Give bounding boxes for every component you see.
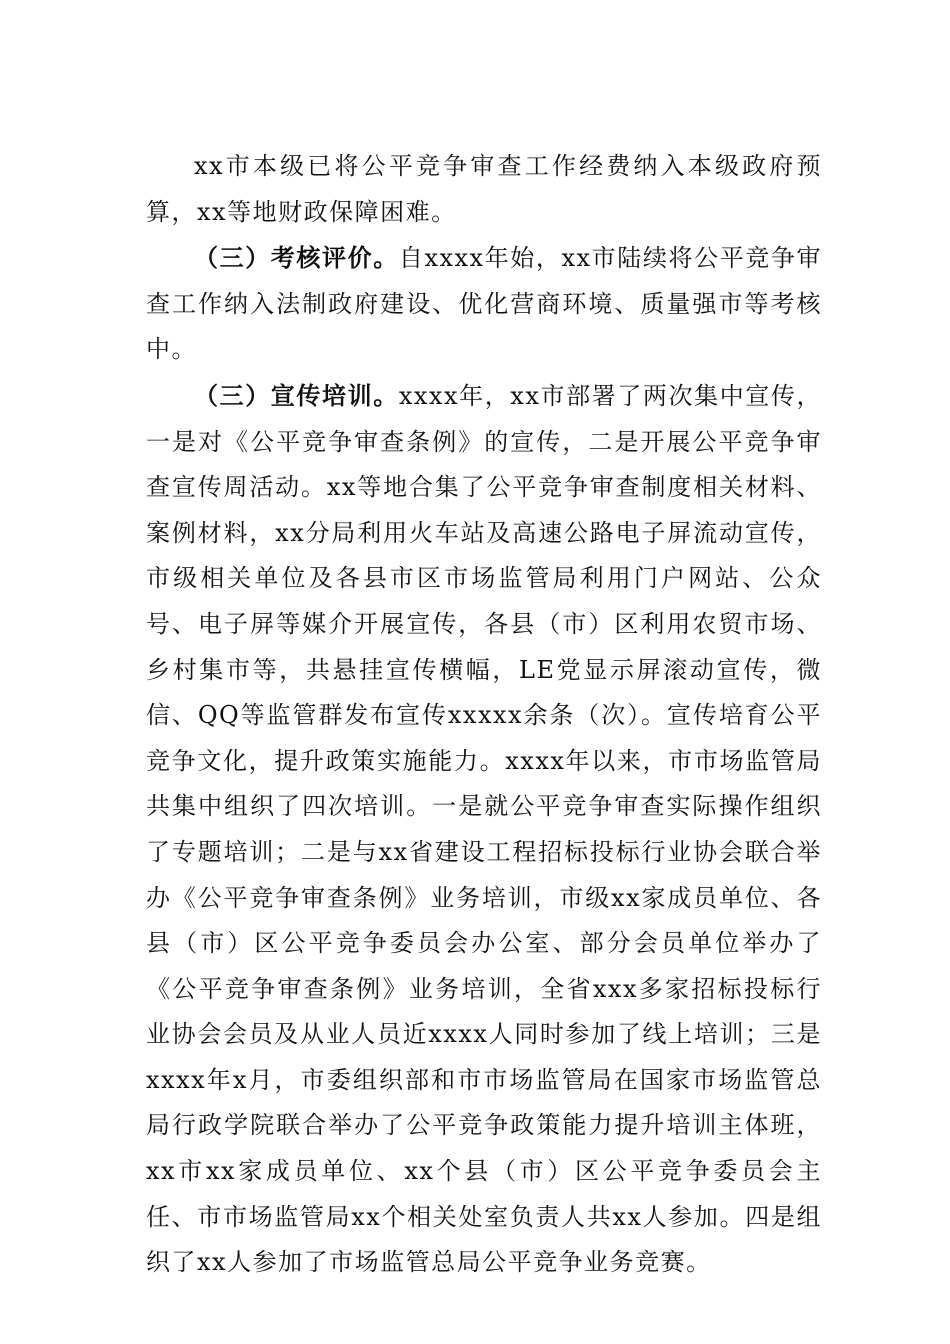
paragraph-publicity-training	[146, 373, 822, 1286]
paragraph-funding	[146, 144, 822, 235]
paragraph-text: xx市本级已将公平竞争审查工作经费纳入本级政府预算，xx等地财政保障困难。	[146, 152, 822, 226]
section-heading-publicity-training: （三）宣传培训。	[194, 380, 399, 410]
document-body	[146, 144, 822, 1286]
paragraph-text: 自xxxx年始，xx市陆续将公平竞争审查工作纳入法制政府建设、优化营商环境、质量强市等考核中。	[146, 244, 823, 364]
paragraph-assessment	[146, 235, 822, 373]
section-heading-assessment: （三）考核评价。	[194, 243, 399, 273]
paragraph-text: xxxx年，xx市部署了两次集中宣传，一是对《公平竞争审查条例》的宣传，二是开展公平竞争审查宣传周活动。xx等地合集了公平竞争审查制度相关材料、案例材料，xx分局利用火车站及高速公路电子屏流动宣传，市级相关单位及各县市区市场监管局利用门户网站、公众号、电子屏等媒介开展宣传，各县（市）区利用农贸市场、乡村集市等，共悬挂宣传横幅，LE党显示屏滚动宣传，微信、QQ等监管群发布宣传xxxxx余条（次）。宣传培育公平竞争文化，提升政策实施能力。xxxx年以来，市市场监管局共集中组织了四次培训。一是就公平竞争审查实际操作组织了专题培训；二是与xx省建设工程招标投标行业协会联合举办《公平竞争审查条例》业务培训，市级xx家成员单位、各县（市）区公平竞争委员会办公室、部分会员单位举办了《公平竞争审查条例》业务培训，全省xxx多家招标投标行业协会会员及从业人员近xxxx人同时参加了线上培训；三是xxxx年x月，市委组织部和市市场监管局在国家市场监管总局行政学院联合举办了公平竞争政策能力提升培训主体班，xx市xx家成员单位、xx个县（市）区公平竞争委员会主任、市市场监管局xx个相关处室负责人共xx人参加。四是组织了xx人参加了市场监管总局公平竞争业务竞赛。	[146, 381, 823, 1277]
